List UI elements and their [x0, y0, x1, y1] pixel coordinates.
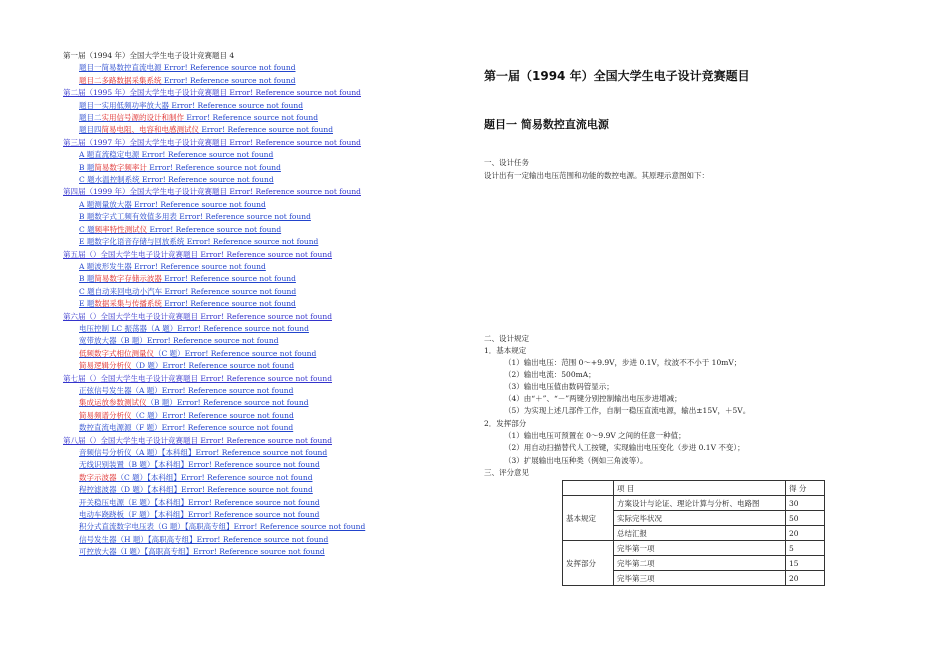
table-cell: 20	[786, 526, 825, 541]
basic-item: （5）为实现上述几部件工作，自制一稳压直流电源，输出±15V，＋5V。	[504, 406, 751, 415]
toc-item-link[interactable]	[63, 149, 463, 161]
table-cell: 完毕第一项	[614, 541, 786, 556]
toc-item-text: （B 题）Error! Reference source not found	[146, 398, 309, 408]
toc-item-link[interactable]	[63, 261, 463, 273]
toc-item-text: Error! Reference source not found	[161, 299, 296, 309]
toc-item-text: 题目四	[79, 125, 102, 135]
toc-item-link[interactable]	[63, 224, 463, 236]
table-cell: 30	[786, 496, 825, 511]
toc-item-link[interactable]	[63, 174, 463, 186]
section-requirements-heading: 二、设计规定	[484, 334, 529, 343]
toc-heading-link[interactable]: 第三届（1997 年）全国大学生电子设计竞赛题目 Error! Reference source not found	[63, 137, 361, 147]
toc-item-link[interactable]	[63, 100, 463, 112]
toc-heading-link[interactable]: 第四届（1999 年）全国大学生电子设计竞赛题目 Error! Reference source not found	[63, 187, 361, 197]
table-cell: 实际完毕状况	[614, 511, 786, 526]
table-row	[563, 496, 825, 511]
toc-item-link[interactable]	[63, 447, 463, 459]
extra-item: （2）用自动扫描替代人工按键，实现输出电压变化（步进 0.1V 不变）；	[504, 443, 745, 452]
toc-item-text: 简易电阻、电容和电感测试仪	[101, 125, 199, 135]
section-task-heading: 一、设计任务	[484, 158, 529, 167]
table-cell: 20	[786, 571, 825, 586]
toc-item-text: 简易频谱分析仪	[79, 410, 132, 420]
table-cell: 完毕第二项	[614, 556, 786, 571]
table-cell: 5	[786, 541, 825, 556]
document-subtitle: 题目一 简易数控直流电源	[484, 118, 609, 131]
toc-item-text: 程控滤波器（D 题）【本科组】Error! Reference source not found	[79, 485, 313, 495]
toc-item-text: 无线识别装置（B 题）【本科组】Error! Reference source not found	[79, 460, 320, 470]
table-row	[563, 481, 825, 496]
toc-item-text: 题目二多路数据采集系统	[79, 75, 162, 85]
toc-item-text: C 题自动来回电动小汽车 Error! Reference source not found	[79, 286, 297, 296]
toc-item-link[interactable]	[63, 410, 463, 422]
toc-item-text: 宽带放大器（B 题）Error! Reference source not found	[79, 336, 279, 346]
toc-item-text: 题目一简易数控直流电源	[79, 63, 162, 73]
toc-heading-link[interactable]: 第八届（）全国大学生电子设计竞赛题目 Error! Reference source not found	[63, 435, 333, 445]
toc-item-text: E 题数字化语音存储与回放系统 Error! Reference source not found	[79, 237, 319, 247]
toc-heading-link[interactable]: 第一届（1994 年）全国大学生电子设计竞赛题目 4	[63, 51, 235, 60]
toc-item-text: 题目二	[79, 113, 102, 123]
task-text: 设计出有一定输出电压范围和功能的数控电源。其原理示意图如下：	[484, 171, 709, 180]
toc-item-text: 频率特性测试仪	[94, 224, 148, 234]
toc-item-link[interactable]	[63, 422, 463, 434]
table-of-contents	[63, 50, 463, 559]
toc-item-text: 题目一实用低频功率放大器 Error! Reference source not found	[79, 100, 304, 110]
toc-item-text: 数字示波器	[79, 472, 117, 482]
table-cell: 15	[786, 556, 825, 571]
toc-item-text: A 题波形发生器 Error! Reference source not found	[79, 261, 266, 271]
toc-item-link[interactable]	[63, 236, 463, 248]
toc-item-text: 电压控制 LC 振荡器（A 题）Error! Reference source not found	[79, 323, 309, 333]
toc-item-link[interactable]	[63, 211, 463, 223]
toc-item-link[interactable]	[63, 199, 463, 211]
toc-item-text: B 题数字式工频有效值多用表 Error! Reference source not found	[79, 212, 311, 222]
extra-item: （1）输出电压可预置在 0～9.9V 之间的任意一种值；	[504, 431, 686, 440]
document-title: 第一届（1994 年）全国大学生电子设计竞赛题目	[484, 69, 750, 83]
toc-item-text: A 题直流稳定电源 Error! Reference source not found	[79, 150, 274, 160]
toc-item-link[interactable]	[63, 472, 463, 484]
toc-item-link[interactable]	[63, 335, 463, 347]
toc-item-text: 简易数字频率计	[94, 162, 147, 172]
toc-heading-link[interactable]: 第六届（）全国大学生电子设计竞赛题目 Error! Reference source not found	[63, 311, 333, 321]
toc-item-text: （C 题）Error! Reference source not found	[131, 410, 294, 420]
toc-item-text: 集成运放参数测试仪	[79, 398, 147, 408]
table-cell: 方案设计与论证、理论计算与分析、电路图	[614, 496, 786, 511]
table-cell: 总结汇报	[614, 526, 786, 541]
toc-heading-link[interactable]: 第二届（1995 年）全国大学生电子设计竞赛题目 Error! Reference source not found	[63, 88, 361, 98]
basic-item: （1）输出电压：范围 0～+9.9V，步进 0.1V，纹波不不小于 10mV；	[504, 358, 742, 367]
toc-item-text: （C 题）Error! Reference source not found	[154, 348, 317, 358]
toc-item-link[interactable]	[63, 397, 463, 409]
toc-item-text: 电动车跷跷板（F 题）【本科组】Error! Reference source not found	[79, 510, 320, 520]
toc-heading-link[interactable]: 第五届（）全国大学生电子设计竞赛题目 Error! Reference source not found	[63, 249, 333, 259]
toc-item-link[interactable]	[63, 124, 463, 136]
section-scoring-heading: 三、评分意见	[484, 468, 529, 477]
extra-requirements-heading: 2．发挥部分	[484, 419, 527, 428]
toc-item-link[interactable]	[63, 360, 463, 372]
toc-item-text: C 题水温控制系统 Error! Reference source not found	[79, 175, 274, 185]
toc-item-text: 简易逻辑分析仪	[79, 361, 132, 371]
basic-item: （2）输出电流：500mA；	[504, 370, 596, 379]
toc-item-text: C 题	[79, 224, 95, 234]
table-cell: 完毕第三项	[614, 571, 786, 586]
toc-item-text: 简易数字存储示波器	[94, 274, 162, 284]
toc-item-text: 可控放大器（I 题）【高职高专组】Error! Reference source not found	[79, 547, 325, 557]
toc-item-link[interactable]	[63, 348, 463, 360]
toc-item-text: 音频信号分析仪（A 题）【本科组】Error! Reference source not found	[79, 448, 328, 457]
basic-requirements-heading: 1．基本规定	[484, 346, 527, 355]
toc-item-text: 低频数字式相位测量仪	[79, 348, 154, 358]
toc-item-link[interactable]	[63, 162, 463, 174]
toc-item-text: 积分式直流数字电压表（G 题）【高职高专组】Error! Reference source not found	[79, 522, 366, 532]
toc-item-text: 正弦信号发生器（A 题）Error! Reference source not found	[79, 385, 294, 395]
toc-item-text: Error! Reference source not found	[199, 125, 334, 135]
toc-item-link[interactable]	[63, 323, 463, 335]
basic-item: （4）由“＋”、“－”两键分别控制输出电压步进增减；	[504, 394, 682, 403]
basic-item: （3）输出电压值由数码管显示；	[504, 382, 614, 391]
toc-item-text: 数控直流电源源（F 题）Error! Reference source not found	[79, 423, 294, 433]
toc-item-text: Error! Reference source not found	[184, 113, 319, 123]
toc-item-text: E 题	[79, 299, 95, 309]
toc-item-text: Error! Reference source not found	[161, 63, 296, 73]
table-header-item: 项 目	[614, 481, 786, 496]
table-row	[563, 541, 825, 556]
toc-item-text: A 题测量放大器 Error! Reference source not found	[79, 199, 266, 209]
group-label: 基本规定	[563, 496, 614, 541]
toc-item-link[interactable]	[63, 112, 463, 124]
toc-item-text: Error! Reference source not found	[146, 162, 281, 172]
toc-item-link[interactable]	[63, 385, 463, 397]
toc-item-text: 实用信号源的设计和制作	[101, 113, 184, 123]
toc-item-text: Error! Reference source not found	[161, 75, 296, 85]
toc-item-link[interactable]	[63, 521, 463, 533]
table-header-score: 得 分	[786, 481, 825, 496]
toc-item-link[interactable]	[63, 546, 463, 558]
toc-item-text: （D 题）Error! Reference source not found	[131, 361, 295, 371]
toc-heading-link[interactable]: 第七届（）全国大学生电子设计竞赛题目 Error! Reference source not found	[63, 373, 333, 383]
toc-item-link[interactable]	[63, 75, 463, 87]
toc-item-link[interactable]	[63, 509, 463, 521]
toc-item-text: Error! Reference source not found	[147, 224, 282, 234]
toc-item-text: 开关稳压电源（E 题）【本科组】Error! Reference source not found	[79, 497, 320, 507]
score-table	[562, 480, 825, 586]
toc-item-link[interactable]	[63, 484, 463, 496]
extra-item: （3）扩展输出电压种类（例如三角波等）。	[504, 456, 648, 465]
toc-item-text: 信号发生器（H 题）【高职高专组】Error! Reference source not found	[79, 534, 329, 544]
toc-item-link[interactable]	[63, 497, 463, 509]
toc-item-link[interactable]	[63, 534, 463, 546]
toc-item-link[interactable]	[63, 62, 463, 74]
group-label: 发挥部分	[563, 541, 614, 586]
toc-item-link[interactable]	[63, 459, 463, 471]
toc-item-link[interactable]	[63, 298, 463, 310]
toc-item-text: B 题	[79, 274, 95, 284]
toc-item-link[interactable]	[63, 273, 463, 285]
toc-item-link[interactable]	[63, 286, 463, 298]
toc-item-text: B 题	[79, 162, 95, 172]
toc-item-text: Error! Reference source not found	[161, 274, 296, 284]
toc-item-text: （C 题）【本科组】Error! Reference source not found	[116, 472, 313, 482]
table-cell: 50	[786, 511, 825, 526]
toc-item-text: 数据采集与传播系统	[94, 299, 162, 309]
